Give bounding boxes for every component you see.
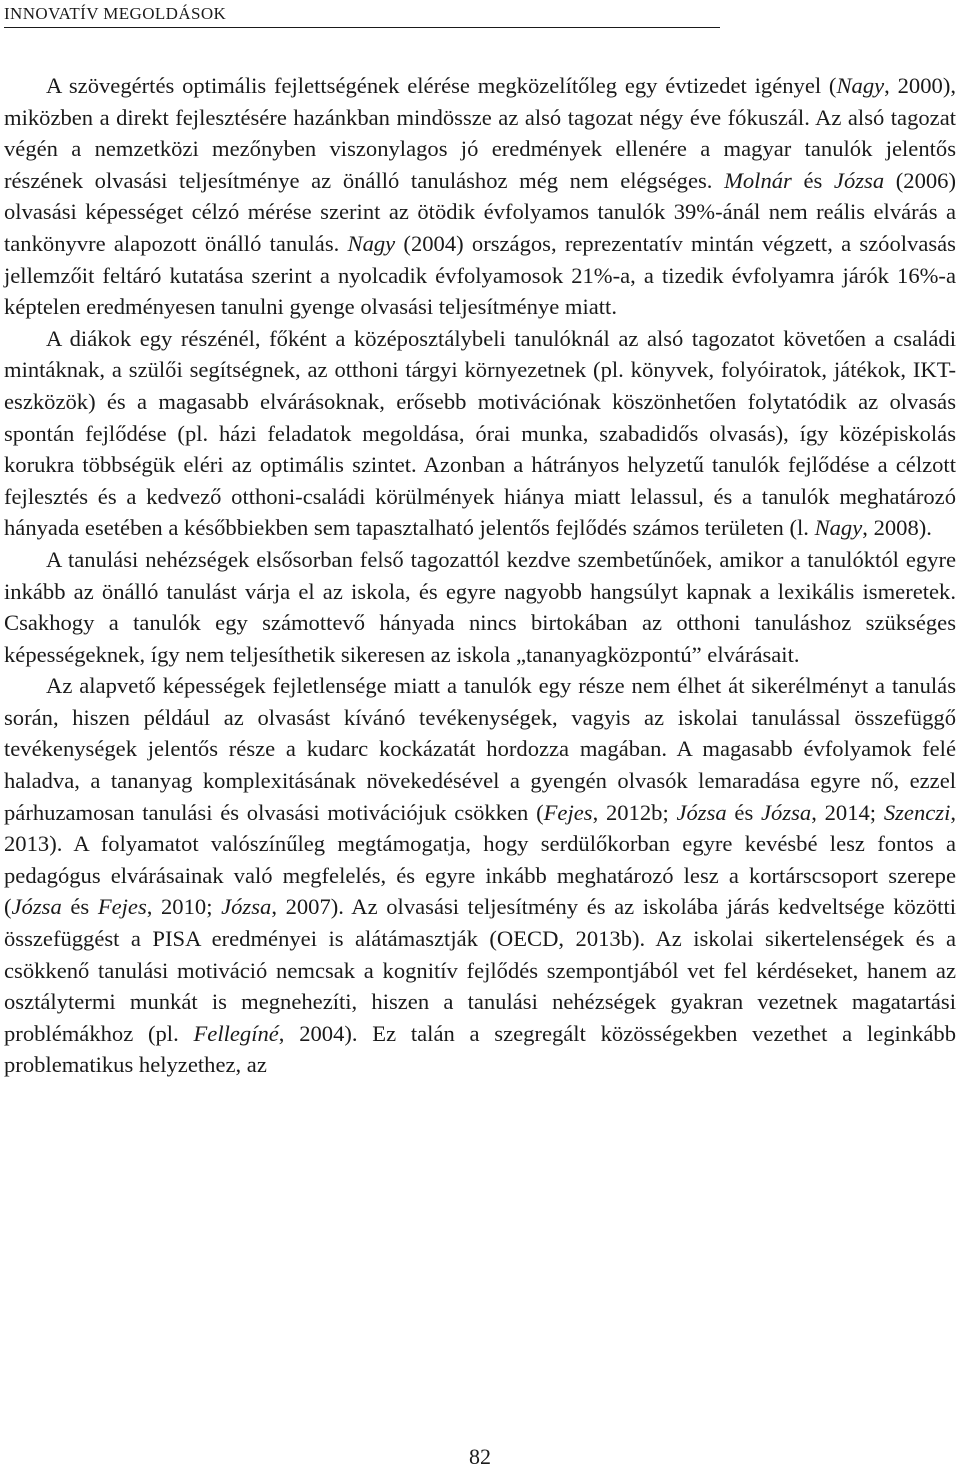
italic-citation: Fejes: [97, 894, 147, 920]
text-run: (2004) országos, reprezentatív mintán végzett, a szóolvasás jellemzőit feltáró kutatása szerint a nyolcadik évfolyamosok 21%-a, a tizedik évfolyamra járók 16%-a képtelen eredményesen tanulni gyenge olvasási teljesítménye miatt.: [4, 230, 956, 320]
text-run: Az alapvető képességek fejletlensége miatt a tanulók egy része nem élhet át sikerélményt a tanulás során, hiszen például az olvasást kívánó tevékenységek, vagyis az iskolai tanulással összefüggő tevékenységek jelentős része a kudarc kockázatát hordozza magában. A magasabb évfolyamok felé haladva, a tananyag komplexitásának növekedésével a gyengén olvasók lemaradása egyre nő, ezzel párhuzamosan tanulási és olvasási motivációjuk csökken (: [4, 673, 956, 825]
paragraph: [4, 70, 956, 323]
text-run: , 2007). Az olvasási teljesítmény és az iskolába járás kedveltsége közötti összefüggést a PISA eredményei is alátámasztják (OECD, 2013b). Az iskolai sikertelenségek és a csökkenő tanulási motiváció nemcsak a kognitív fejlődés szempontjából vet fel kérdéseket, hanem az osztálytermi munkát is megnehezíti, hiszen a tanulási nehézségek gyakran vezetnek magatartási problémákhoz (pl.: [4, 894, 956, 1046]
body-text: [4, 70, 956, 1081]
italic-citation: Nagy: [347, 230, 396, 256]
text-run: A diákok egy részénél, főként a középosztálybeli tanulóknál az alsó tagozatot követően a családi mintáknak, a szülői segítségnek, az otthoni tárgyi környezetnek (pl. könyvek, folyóiratok, játékok, IKT-eszközök) és a magasabb elvárásoknak, erősebb motivációnak köszönhetően folytatódik az olvasás spontán fejlődése (pl. házi feladatok megoldása, órai munka, szabadidős olvasás), így középiskolás korukra többségük eléri az optimális szintet. Azonban a hátrányos helyzetű tanulók fejlődése a célzott fejlesztés és a kedvező otthoni-családi körülmények hiánya miatt lelassul, és a tanulók meghatározó hányada esetében a későbbiekben sem tapasztalható jelentős fejlődés számos területen (l.: [4, 325, 956, 541]
italic-citation: Józsa: [221, 894, 272, 920]
italic-citation: Nagy: [814, 515, 863, 541]
paragraph: [4, 544, 956, 670]
italic-citation: Molnár: [724, 167, 792, 193]
text-run: , 2010;: [146, 894, 222, 920]
text-run: és: [61, 894, 98, 920]
text-run: és: [726, 799, 761, 825]
paragraph: [4, 323, 956, 544]
text-run: A szövegértés optimális fejlettségének elérése megközelítőleg egy évtizedet igényel (: [46, 73, 837, 98]
text-run: (2006) olvasási képességet célzó mérése szerint az ötödik évfolyamos tanulók 39%-ánál nem reális elvárás a tankönyvre alapozott önálló tanulás.: [4, 167, 956, 256]
text-run: , 2004). Ez talán a szegregált közösségekben vezethet a leginkább problematikus helyzethez, az: [4, 1020, 956, 1078]
text-run: , 2013). A folyamatot valószínűleg megtámogatja, hogy serdülőkorban egyre kevésbé lesz fontos a pedagógus elvárásainak való megfelelés, és egyre inkább meghatározó lesz a kortárscsoport szerepe (: [4, 799, 956, 920]
text-run: , 2000), miközben a direkt fejlesztésére hazánkban mindössze az alsó tagozat négy éve fókuszál. Az alsó tagozat végén a nemzetközi mezőnyben viszonylagos jó eredmények ellenére a magyar tanulók jelentős részének olvasási teljesítménye az önálló tanuláshoz még nem elégséges.: [4, 73, 956, 193]
italic-citation: Nagy: [836, 73, 885, 98]
italic-citation: Fejes: [543, 799, 593, 825]
page-number: 82: [469, 1444, 491, 1469]
text-run: és: [791, 167, 834, 193]
italic-citation: Józsa: [761, 799, 812, 825]
italic-citation: Józsa: [833, 167, 885, 193]
italic-citation: Józsa: [676, 799, 727, 825]
paragraph: [4, 670, 956, 1081]
italic-citation: Józsa: [11, 894, 62, 920]
text-run: , 2008).: [862, 515, 932, 541]
running-head: INNOVATÍV MEGOLDÁSOK: [4, 4, 720, 28]
text-run: , 2014;: [811, 799, 884, 825]
text-run: , 2012b;: [592, 799, 677, 825]
italic-citation: Fellegíné: [193, 1020, 279, 1046]
text-run: A tanulási nehézségek elsősorban felső tagozattól kezdve szembetűnőek, amikor a tanulóktól egyre inkább az önálló tanulást várja el az iskola, és egyre nagyobb hangsúlyt kapnak a lexikális ismeretek. Csakhogy a tanulók egy számottevő hányada nincs birtokában az otthoni tanuláshoz szükséges képességeknek, így nem teljesíthetik sikeresen az iskola „tananyagközpontú” elvárásait.: [4, 546, 956, 667]
italic-citation: Szenczi: [883, 799, 951, 825]
